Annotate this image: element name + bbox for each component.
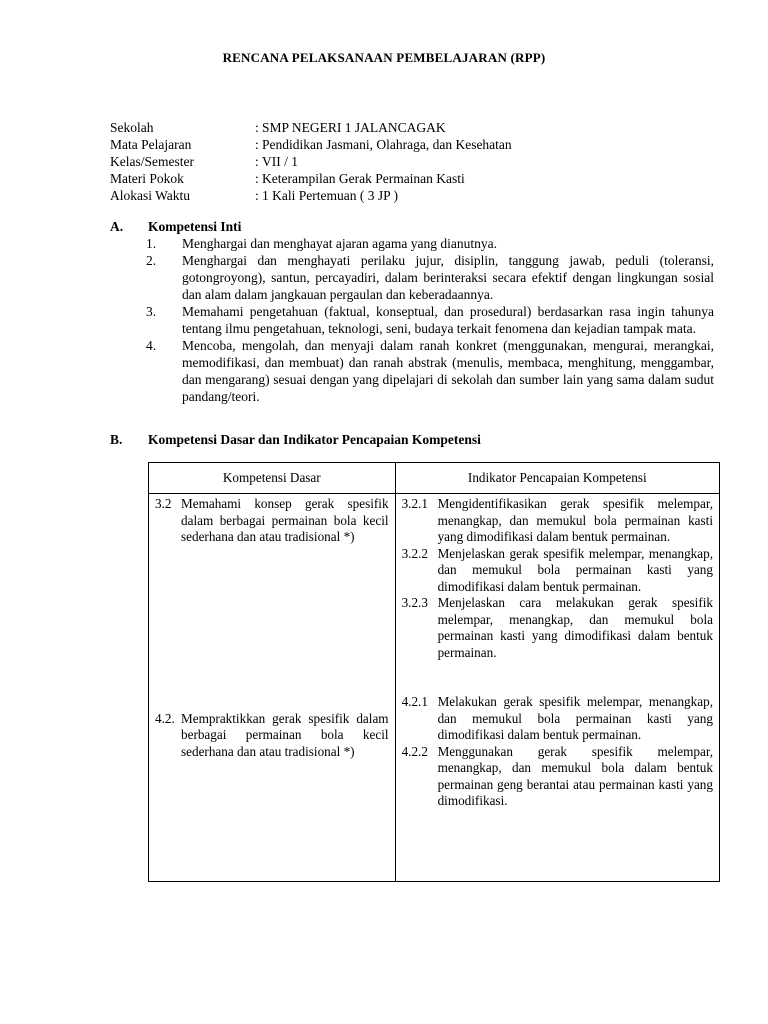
info-row-sekolah bbox=[110, 119, 512, 136]
info-block bbox=[110, 119, 512, 204]
info-label: Kelas/Semester bbox=[110, 154, 194, 169]
info-colon: : bbox=[255, 171, 259, 186]
info-value: 1 Kali Pertemuan ( 3 JP ) bbox=[262, 188, 398, 203]
list-text: Menghargai dan menghayati perilaku jujur, disiplin, tanggung jawab, peduli (toleransi, gotongroyong), santun, percayadiri, dalam berinteraksi secara efektif dengan lingkungan sosial dan alam dalam jangkauan pergaulan dan keberadaannya. bbox=[182, 253, 714, 302]
indicator-cell bbox=[395, 494, 719, 882]
section-letter: B. bbox=[110, 432, 123, 447]
info-colon: : bbox=[255, 154, 259, 169]
kd-number: 3.2 bbox=[155, 496, 172, 511]
indicator-item bbox=[402, 694, 713, 744]
indicator-text: Mengidentifikasikan gerak spesifik melempar, menangkap, dan memukul bola permainan kasti yang dimodifikasi dalam bentuk permainan. bbox=[437, 496, 713, 544]
info-label: Mata Pelajaran bbox=[110, 137, 192, 152]
list-number: 1. bbox=[146, 236, 157, 251]
list-item bbox=[146, 235, 714, 252]
kd-number: 4.2. bbox=[155, 710, 175, 726]
indicator-number: 3.2.1 bbox=[401, 496, 428, 511]
indicator-number: 3.2.3 bbox=[401, 595, 428, 610]
info-label: Materi Pokok bbox=[110, 171, 184, 186]
section-letter: A. bbox=[110, 219, 124, 234]
info-value: Pendidikan Jasmani, Olahraga, dan Kesehatan bbox=[262, 137, 512, 152]
list-number: 2. bbox=[146, 253, 157, 268]
kompetensi-table bbox=[148, 462, 720, 882]
list-item bbox=[146, 303, 714, 337]
info-colon: : bbox=[255, 137, 259, 152]
info-value: VII / 1 bbox=[262, 154, 298, 169]
table-header-kompetensi-dasar: Kompetensi Dasar bbox=[149, 463, 396, 494]
kd-cell bbox=[149, 494, 396, 882]
indicator-text: Menjelaskan gerak spesifik melempar, menangkap, dan memukul bola permainan kasti yang dimodifikasi dalam bentuk permainan. bbox=[437, 545, 713, 594]
list-text: Menghargai dan menghayat ajaran agama yang dianutnya. bbox=[182, 236, 498, 251]
list-number: 4. bbox=[146, 338, 157, 353]
indicator-number: 4.2.1 bbox=[401, 694, 428, 709]
table-row bbox=[149, 494, 720, 882]
info-value: Keterampilan Gerak Permainan Kasti bbox=[262, 171, 465, 186]
list-item bbox=[146, 337, 714, 405]
info-value: SMP NEGERI 1 JALANCAGAK bbox=[262, 120, 446, 135]
info-row-alokasi-waktu bbox=[110, 187, 512, 204]
indicator-item bbox=[402, 546, 713, 596]
info-row-kelas-semester bbox=[110, 153, 512, 170]
indicator-item bbox=[402, 744, 713, 810]
kd-text: Mempraktikkan gerak spesifik dalam berbagai permainan bola kecil sederhana dan atau tradisional *) bbox=[181, 710, 389, 759]
info-label: Alokasi Waktu bbox=[110, 188, 191, 203]
info-row-materi-pokok bbox=[110, 170, 512, 187]
kompetensi-inti-list bbox=[146, 235, 714, 405]
section-b-heading bbox=[110, 432, 481, 448]
indicator-number: 4.2.2 bbox=[401, 743, 428, 759]
kd-item bbox=[155, 496, 389, 546]
indicator-item bbox=[402, 496, 713, 546]
indicator-item bbox=[402, 595, 713, 661]
list-number: 3. bbox=[146, 304, 157, 319]
table-header-row bbox=[149, 463, 720, 494]
kd-item bbox=[155, 711, 389, 761]
section-title: Kompetensi Dasar dan Indikator Pencapaian Kompetensi bbox=[148, 432, 481, 447]
indicator-text: Menggunakan gerak spesifik melempar, menangkap, dan memukul bola dalam bentuk permainan geng berantai atau permainan kasti yang dimodifikasi. bbox=[437, 743, 713, 808]
indicator-number: 3.2.2 bbox=[401, 545, 428, 561]
section-a-heading bbox=[110, 219, 241, 235]
list-text: Mencoba, mengolah, dan menyaji dalam ranah konkret (menggunakan, mengurai, merangkai, memodifikasi, dan membuat) dan ranah abstrak (menulis, membaca, menghitung, menggambar, dan mengarang) sesuai dengan yang dipelajari di sekolah dan sumber lain yang sama dalam sudut pandang/teori. bbox=[182, 338, 714, 404]
info-colon: : bbox=[255, 120, 259, 135]
table-header-indikator: Indikator Pencapaian Kompetensi bbox=[395, 463, 719, 494]
info-colon: : bbox=[255, 188, 259, 203]
list-item bbox=[146, 252, 714, 303]
section-title: Kompetensi Inti bbox=[148, 219, 242, 234]
info-label: Sekolah bbox=[110, 120, 154, 135]
document-title: RENCANA PELAKSANAAN PEMBELAJARAN (RPP) bbox=[222, 50, 546, 65]
info-row-mata-pelajaran bbox=[110, 136, 512, 153]
indicator-text: Melakukan gerak spesifik melempar, menangkap, dan memukul bola permainan kasti yang dimodifikasi dalam bentuk permainan. bbox=[437, 694, 713, 742]
indicator-text: Menjelaskan cara melakukan gerak spesifik melempar, menangkap, dan memukul bola permainan kasti yang dimodifikasi dalam bentuk permainan. bbox=[437, 595, 713, 660]
list-text: Memahami pengetahuan (faktual, konseptual, dan prosedural) berdasarkan rasa ingin tahunya tentang ilmu pengetahuan, teknologi, seni, budaya terkait fenomena dan kejadian tampak mata. bbox=[182, 304, 714, 336]
kd-text: Memahami konsep gerak spesifik dalam berbagai permainan bola kecil sederhana dan atau tradisional *) bbox=[181, 496, 389, 544]
